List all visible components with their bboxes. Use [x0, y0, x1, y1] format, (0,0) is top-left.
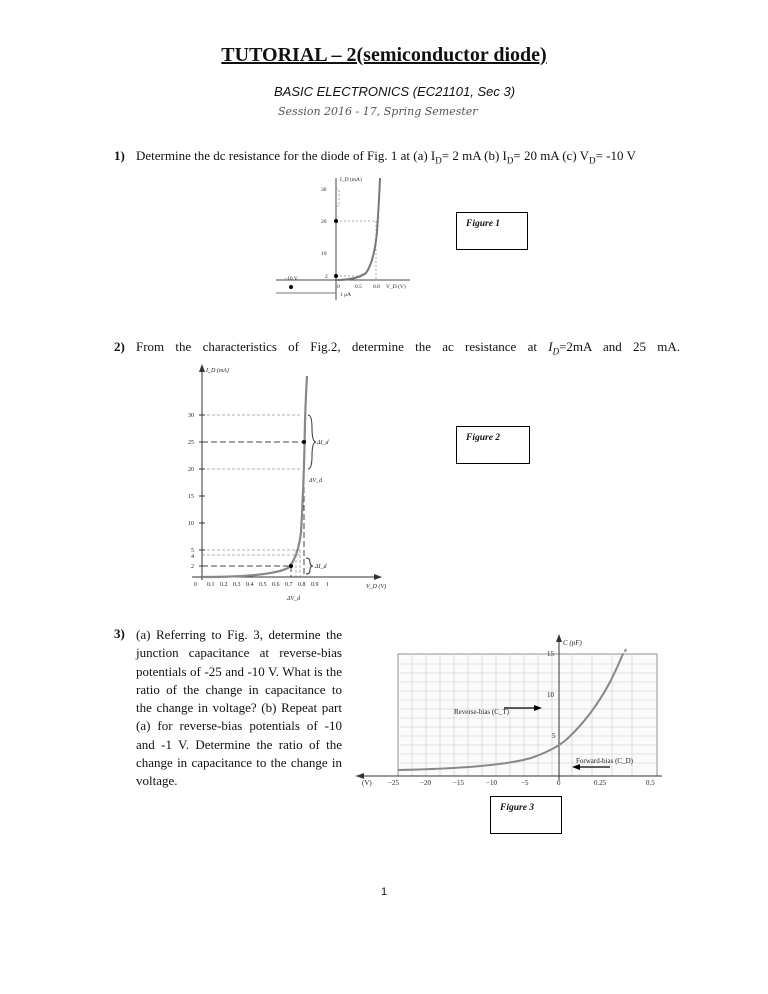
fig3-xtick: 0.25	[594, 779, 607, 787]
fig2-xtick: 0.7	[285, 582, 293, 588]
fig2-xtick: 0.5	[259, 582, 267, 588]
fig3-xtick: −5	[521, 779, 529, 787]
question-2-text: From the characteristics of Fig.2, determine the ac resistance at $I_D=2mA$ and 25 mA.	[136, 339, 680, 357]
course-subtitle: BASIC ELECTRONICS (EC21101, Sec 3)	[274, 84, 516, 99]
fig3-xtick: −20	[420, 779, 431, 787]
fig2-ytick: 5	[191, 548, 194, 554]
fig1-xtick: 0.8	[373, 284, 380, 290]
fig3-xtick: −10	[486, 779, 497, 787]
fig3-xtick: −25	[388, 779, 399, 787]
fig2-xtick: 0.3	[233, 582, 241, 588]
fig2-xtick: 0.1	[207, 582, 215, 588]
question-3-number: 3)	[114, 626, 125, 641]
fig2-delta-i-upper: ΔI_d	[317, 440, 329, 446]
fig2-xtick: 0.4	[246, 582, 254, 588]
figure-1-label: Figure 1	[456, 212, 528, 250]
figure-1-graph	[276, 172, 416, 308]
figure-3-graph	[356, 634, 666, 790]
question-3-text: (a) Referring to Fig. 3, determine the junction capacitance at reverse-bias potentials of -25 and -10 V. What is the ratio of the change in capacitance to the change in voltage? (b) Repeat part (a) for reverse-bias potentials of -10 and -1 V. Determine the ratio of the change in capacitance to the change in voltage.	[136, 627, 342, 789]
question-1-text: Determine the dc resistance for the diode of Fig. 1 at (a) $I_D= 2$ mA (b) $I_D= 20$ mA (c) $V_D= -10$ V	[136, 148, 636, 166]
fig2-ytick: 10	[188, 521, 194, 527]
fig3-ytick: 15	[547, 650, 554, 658]
fig1-ytick: 30	[321, 187, 327, 193]
fig3-xtick: 0.5	[646, 779, 655, 787]
figure-2-label: Figure 2	[456, 426, 530, 464]
fig3-reverse-bias-label: Reverse-bias (C_T)	[454, 708, 510, 716]
fig2-ytick: 2	[191, 564, 194, 570]
page-number: 1	[380, 886, 388, 898]
fig1-xtick: 0	[337, 284, 340, 290]
fig1-xtick: 0.5	[355, 284, 362, 290]
figure-2-graph	[170, 362, 392, 606]
fig3-ytick: 5	[552, 732, 556, 740]
fig2-x-label: V_D (V)	[366, 584, 387, 590]
fig1-y-label: I_D (mA)	[340, 177, 362, 183]
fig1-ytick: 10	[321, 251, 327, 257]
fig2-ytick: 20	[188, 467, 194, 473]
fig2-delta-v-upper: ΔV_d	[309, 478, 323, 484]
fig1-ytick: 2	[325, 274, 328, 280]
fig3-xtick: −15	[453, 779, 464, 787]
fig2-ytick: 15	[188, 494, 194, 500]
fig1-reverse-voltage: −10 V	[284, 276, 298, 282]
fig2-delta-v-lower: ΔV_d	[287, 596, 301, 602]
fig2-delta-i-lower: ΔI_d	[315, 564, 327, 570]
fig2-origin: 0	[194, 582, 197, 588]
fig1-reverse-current: 1 μA	[340, 292, 352, 298]
fig1-x-label: V_D (V)	[386, 284, 406, 290]
fig2-ytick: 25	[188, 440, 194, 446]
fig3-forward-bias-label: Forward-bias (C_D)	[576, 757, 633, 765]
fig2-xtick: 0.9	[311, 582, 319, 588]
question-2-number: 2)	[114, 339, 125, 354]
session-subtitle: Session 2016 - 17, Spring Semester	[278, 105, 478, 118]
fig3-xtick: 0	[557, 779, 561, 787]
question-1-number: 1)	[114, 148, 125, 163]
fig2-y-label: I_D (mA)	[206, 368, 229, 374]
fig2-xtick: 0.8	[298, 582, 306, 588]
fig3-ytick: 10	[547, 691, 554, 699]
fig2-xtick: 1	[326, 582, 329, 588]
fig2-ytick: 30	[188, 413, 194, 419]
fig2-xtick: 0.6	[272, 582, 280, 588]
fig2-xtick: 0.2	[220, 582, 228, 588]
fig1-ytick: 20	[321, 219, 327, 225]
fig2-ytick: 4	[191, 554, 194, 560]
fig3-x-unit: (V)	[362, 779, 372, 787]
fig3-y-label: C (pF)	[563, 639, 582, 647]
page-title: TUTORIAL – 2(semiconductor diode)	[221, 44, 547, 66]
figure-3-label: Figure 3	[490, 796, 562, 834]
